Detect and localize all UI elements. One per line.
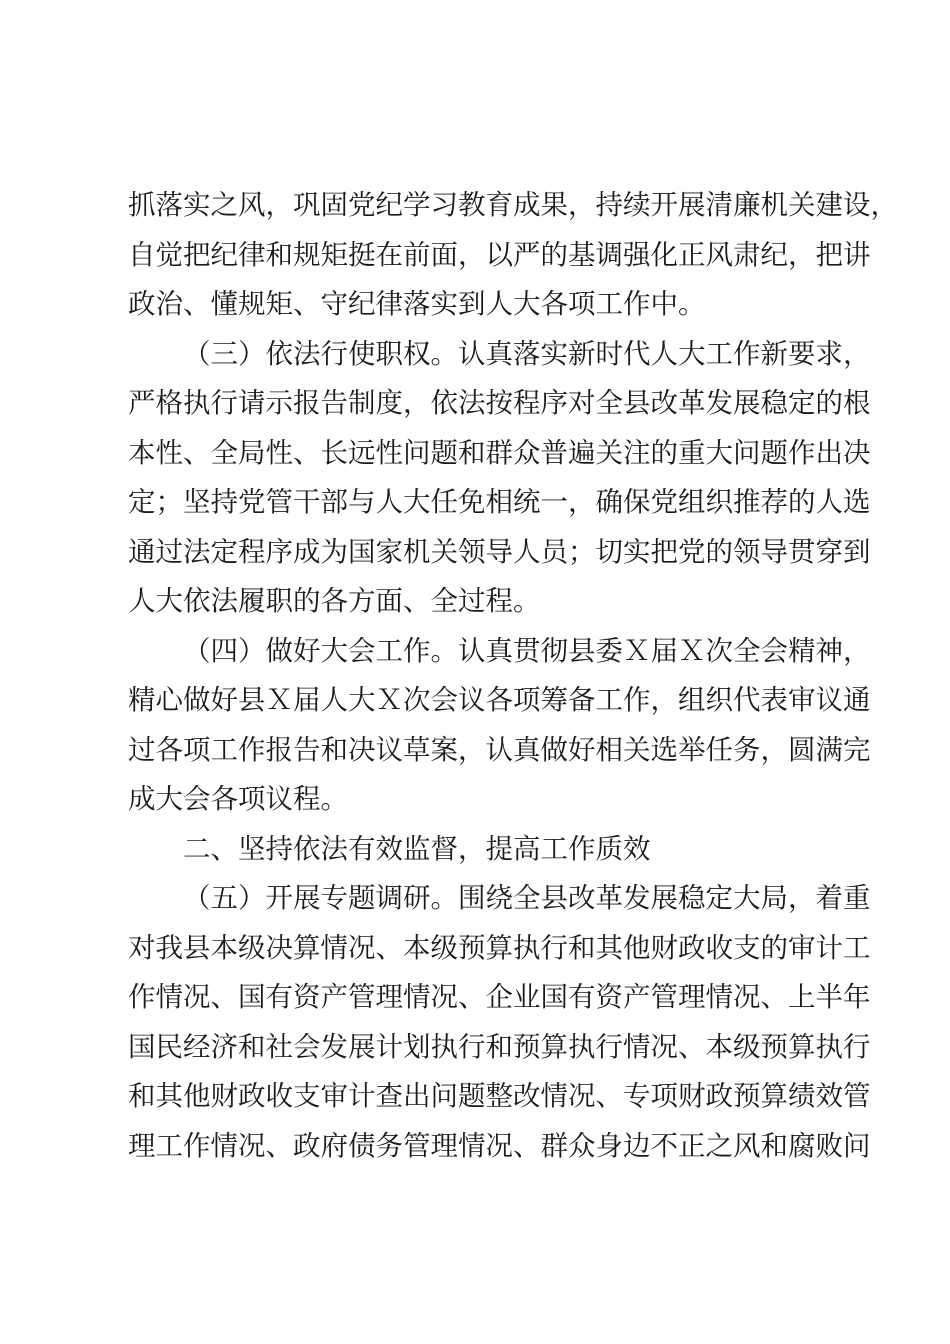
text-line: 和其他财政收支审计查出问题整改情况、专项财政预算绩效管 [128,1080,871,1112]
section-heading [128,825,833,875]
text-line: 抓落实之风，巩固党纪学习教育成果，持续开展清廉机关建设， [128,189,898,221]
text-line: 政治、懂规矩、守纪律落实到人大各项工作中。 [128,288,706,320]
paragraph [128,874,871,1171]
paragraph [128,330,871,627]
text-line: 国民经济和社会发展计划执行和预算执行情况、本级预算执行 [128,1030,871,1063]
text-line: （五）开展专题调研。围绕全县改革发展稳定大局，着重 [183,882,871,914]
text-line: 成大会各项议程。 [128,783,348,815]
paragraph [128,627,871,825]
text-line: （四）做好大会工作。认真贯彻县委Ｘ届Ｘ次全会精神， [183,634,871,667]
text-line: 严格执行请示报告制度，依法按程序对全县改革发展稳定的根 [128,387,871,419]
paragraph [128,181,898,330]
document-body [128,181,898,1171]
text-line: （三）依法行使职权。认真落实新时代人大工作新要求， [183,337,871,370]
text-line: 对我县本级决算情况、本级预算执行和其他财政收支的审计工 [128,931,871,964]
text-line: 本性、全局性、长远性问题和群众普遍关注的重大问题作出决 [128,436,871,469]
section-heading-text: 二、坚持依法有效监督，提高工作质效 [183,832,651,865]
text-line: 作情况、国有资产管理情况、企业国有资产管理情况、上半年 [128,981,871,1013]
text-line: 理工作情况、政府债务管理情况、群众身边不正之风和腐败问 [128,1129,871,1162]
text-line: 精心做好县Ｘ届人大Ｘ次会议各项筹备工作，组织代表审议通 [128,684,871,716]
text-line: 通过法定程序成为国家机关领导人员；切实把党的领导贯穿到 [128,535,871,568]
text-line: 自觉把纪律和规矩挺在前面，以严的基调强化正风肃纪，把讲 [128,238,871,271]
text-line: 人大依法履职的各方面、全过程。 [128,585,541,617]
text-line: 过各项工作报告和决议草案，认真做好相关选举任务，圆满完 [128,733,871,766]
text-line: 定；坚持党管干部与人大任免相统一，确保党组织推荐的人选 [128,486,871,518]
